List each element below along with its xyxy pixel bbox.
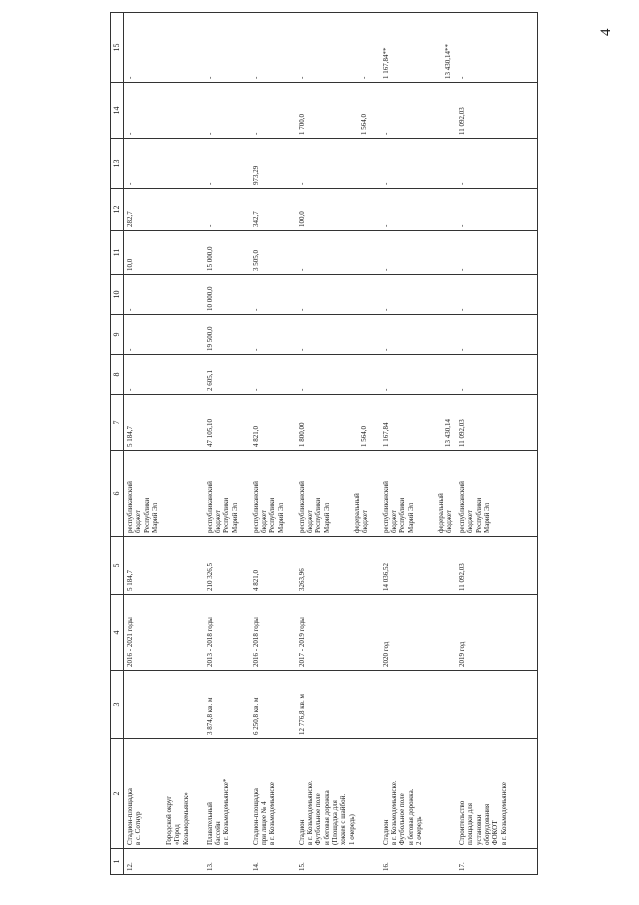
value-cell: - (124, 355, 204, 395)
value-cell: - (380, 231, 456, 275)
area-cell: 6 250,8 кв. м (250, 671, 296, 739)
column-header: 8 (111, 355, 124, 395)
object-name: Стадион в г. Козьмодемьянске. Футбольное поле и беговая дорожка (Площадка для хоккея с шайбой. 1 очередь) (296, 739, 380, 849)
value-cell: - (296, 139, 380, 189)
value-cell: - (124, 83, 204, 139)
value-cell: - (124, 139, 204, 189)
value-cell: - (456, 275, 538, 315)
funding-source: республиканский бюджет Республики Марий Эл (250, 451, 296, 537)
value-cell: 5 184,7 (124, 395, 204, 451)
row-number: 12. (124, 849, 204, 875)
value-cell: 4 821,0 (250, 395, 296, 451)
column-header: 11 (111, 231, 124, 275)
budget-table (110, 12, 538, 875)
column-header: 4 (111, 595, 124, 671)
value-cell: - (124, 13, 204, 83)
object-name: Плавательный бассейн в г. Козьмодемьянске* (204, 739, 250, 849)
row-number: 16. (380, 849, 456, 875)
row-number: 13. (204, 849, 250, 875)
value-cell: - (380, 315, 456, 355)
funding-source: республиканский бюджет Республики Марий Эл (456, 451, 538, 537)
object-name: Стадион-площадка при лицее № 4 в г. Козьмодемьянске (250, 739, 296, 849)
value-cell: - (250, 355, 296, 395)
value-cell: - (204, 139, 250, 189)
column-header: 14 (111, 83, 124, 139)
area-cell: 12 776,8 кв. м (296, 671, 380, 739)
column-header: 1 (111, 849, 124, 875)
area-cell (456, 671, 538, 739)
value-cell: 11 092,03 (456, 83, 538, 139)
column-header: 6 (111, 451, 124, 537)
total-cost-cell: 210 326,5 (204, 537, 250, 595)
value-cell: 47 105,10 (204, 395, 250, 451)
column-header: 15 (111, 13, 124, 83)
column-header: 3 (111, 671, 124, 739)
object-name: Строительство площадки для установки оборудования ФОКОТ в г. Козьмодемьянске (456, 739, 538, 849)
value-cell: 100,0 (296, 189, 380, 231)
period-cell: 2020 год (380, 595, 456, 671)
value-cell: - (456, 13, 538, 83)
value-cell: - (296, 275, 380, 315)
value-cell: 15 000,0 (204, 231, 250, 275)
value-cell: - (296, 355, 380, 395)
total-cost-cell: 5 184,7 (124, 537, 204, 595)
value-cell: - - (296, 13, 380, 83)
total-cost-cell: 4 821,0 (250, 537, 296, 595)
column-header: 2 (111, 739, 124, 849)
column-header: 5 (111, 537, 124, 595)
table-row (380, 13, 456, 875)
value-cell: - (456, 231, 538, 275)
area-cell (124, 671, 204, 739)
table-row (456, 13, 538, 875)
period-cell: 2016 - 2018 годы (250, 595, 296, 671)
area-cell: 3 874,8 кв. м (204, 671, 250, 739)
funding-source: республиканский бюджет Республики Марий Эл (204, 451, 250, 537)
value-cell: - (380, 189, 456, 231)
table-row (204, 13, 250, 875)
value-cell: - (250, 275, 296, 315)
value-cell: 2 605,1 (204, 355, 250, 395)
value-cell: 1 800,00 1 564,0 (296, 395, 380, 451)
column-header: 10 (111, 275, 124, 315)
value-cell: 10 000,0 (204, 275, 250, 315)
value-cell: - (296, 231, 380, 275)
value-cell: 282,7 (124, 189, 204, 231)
area-cell (380, 671, 456, 739)
row-number: 17. (456, 849, 538, 875)
value-cell: - (456, 139, 538, 189)
total-cost-cell: 3263,96 (296, 537, 380, 595)
total-cost-cell: 14 036,52 (380, 537, 456, 595)
value-cell: - (124, 275, 204, 315)
value-cell: 11 092,03 (456, 395, 538, 451)
value-cell: - (204, 13, 250, 83)
period-cell: 2019 год (456, 595, 538, 671)
funding-source: республиканский бюджет Республики Марий Эл (124, 451, 204, 537)
value-cell: 973,29 (250, 139, 296, 189)
page-number: 4 (598, 28, 614, 36)
value-cell: - (456, 189, 538, 231)
value-cell: 3 505,0 (250, 231, 296, 275)
value-cell: - (380, 355, 456, 395)
column-header: 9 (111, 315, 124, 355)
value-cell: 10,0 (124, 231, 204, 275)
value-cell: 1 167,84 13 430,14 (380, 395, 456, 451)
column-header: 12 (111, 189, 124, 231)
value-cell: - (380, 83, 456, 139)
funding-source: республиканский бюджет Республики Марий Эл федеральный бюджет (380, 451, 456, 537)
column-header: 7 (111, 395, 124, 451)
value-cell: 342,7 (250, 189, 296, 231)
period-cell: 2017 - 2019 годы (296, 595, 380, 671)
table-row (124, 13, 204, 875)
header-row (111, 13, 124, 875)
table-row (296, 13, 380, 875)
value-cell: - (380, 139, 456, 189)
value-cell: - (204, 83, 250, 139)
value-cell: - (250, 13, 296, 83)
value-cell: - (250, 315, 296, 355)
value-cell: - (456, 315, 538, 355)
object-name: Стадион в г. Козьмодемьянске. Футбольное поле и беговая дорожка. 2 очередь (380, 739, 456, 849)
value-cell: - (456, 355, 538, 395)
object-name: Стадион-площадка в с. Сотнур Городской округ «Город Козьмодемьянск» (124, 739, 204, 849)
period-cell: 2013 - 2018 годы (204, 595, 250, 671)
value-cell: - (124, 315, 204, 355)
rotated-table-container (110, 13, 538, 875)
value-cell: - (204, 189, 250, 231)
row-number: 15. (296, 849, 380, 875)
value-cell: 1 700,0 1 564,0 (296, 83, 380, 139)
value-cell: - (250, 83, 296, 139)
funding-source: республиканский бюджет Республики Марий Эл федеральный бюджет (296, 451, 380, 537)
table-row (250, 13, 296, 875)
column-header: 13 (111, 139, 124, 189)
value-cell: - (296, 315, 380, 355)
total-cost-cell: 11 092,03 (456, 537, 538, 595)
value-cell: - (380, 275, 456, 315)
value-cell: 19 500,0 (204, 315, 250, 355)
value-cell: 1 167,84** 13 430,14** (380, 13, 456, 83)
period-cell: 2016 - 2021 годы (124, 595, 204, 671)
row-number: 14. (250, 849, 296, 875)
